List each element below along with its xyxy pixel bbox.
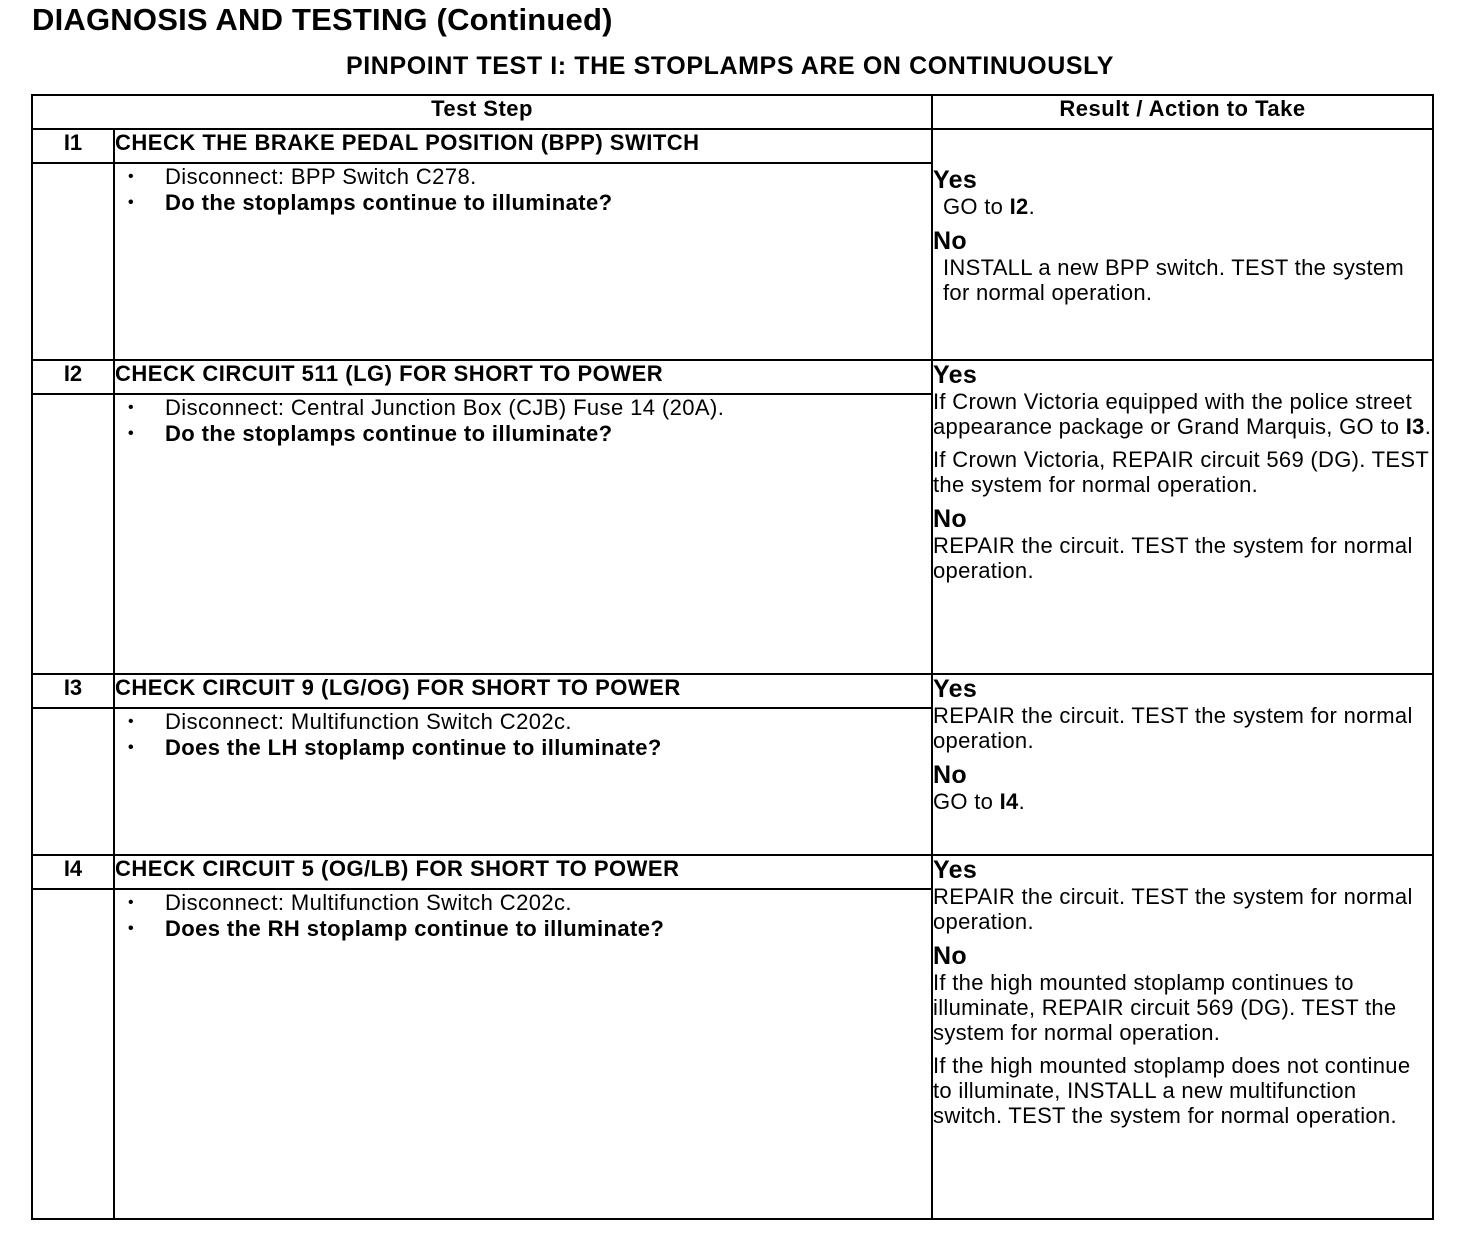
step-ref: I2	[1009, 194, 1029, 219]
pinpoint-test-title: PINPOINT TEST I: THE STOPLAMPS ARE ON CONTINUOUSLY	[345, 52, 1115, 80]
step-id: I1	[32, 129, 114, 163]
step-title: CHECK CIRCUIT 511 (LG) FOR SHORT TO POWER	[114, 360, 932, 394]
no-label: No	[933, 761, 967, 789]
list-item: • Do the stoplamps continue to illuminate?	[128, 421, 613, 446]
no-action-alt: If the high mounted stoplamp does not continue to illuminate, INSTALL a new multifunction switch. TEST the system for normal operation.	[933, 1053, 1411, 1128]
step-result-i4	[932, 855, 1433, 1219]
step-id: I2	[32, 360, 114, 394]
step-result-i3	[932, 674, 1433, 855]
no-action: REPAIR the circuit. TEST the system for normal operation.	[933, 533, 1413, 583]
page-heading: DIAGNOSIS AND TESTING (Continued)	[32, 2, 613, 37]
table-header-row	[32, 95, 1433, 129]
no-action: INSTALL a new BPP switch. TEST the system for normal operation.	[943, 255, 1405, 305]
no-label: No	[933, 942, 967, 970]
list-item: • Do the stoplamps continue to illuminate?	[128, 190, 613, 215]
step-instructions	[114, 889, 932, 1219]
step-title: CHECK CIRCUIT 5 (OG/LB) FOR SHORT TO POWER	[114, 855, 932, 889]
list-item: • Does the RH stoplamp continue to illuminate?	[128, 916, 665, 941]
yes-action: If Crown Victoria equipped with the police street appearance package or Grand Marquis, GO to I3.	[933, 389, 1432, 439]
yes-label: Yes	[933, 856, 978, 884]
yes-label: Yes	[933, 675, 978, 703]
no-label: No	[933, 227, 967, 255]
pinpoint-test-table	[31, 94, 1434, 1220]
step-instructions	[114, 163, 932, 360]
step-title-row-i2	[32, 360, 1433, 394]
step-title: CHECK CIRCUIT 9 (LG/OG) FOR SHORT TO POWER	[114, 674, 932, 708]
step-instructions	[114, 708, 932, 855]
header-result-action: Result / Action to Take	[932, 95, 1433, 129]
step-title: CHECK THE BRAKE PEDAL POSITION (BPP) SWITCH	[114, 129, 932, 163]
list-item: • Disconnect: Multifunction Switch C202c.	[128, 709, 572, 734]
header-test-step: Test Step	[32, 95, 932, 129]
step-result-i2	[932, 360, 1433, 674]
no-label: No	[933, 505, 967, 533]
step-id: I4	[32, 855, 114, 889]
yes-action: REPAIR the circuit. TEST the system for normal operation.	[933, 884, 1413, 934]
list-item: • Does the LH stoplamp continue to illuminate?	[128, 735, 662, 760]
step-result-i1	[932, 129, 1433, 360]
yes-action-alt: If Crown Victoria, REPAIR circuit 569 (DG). TEST the system for normal operation.	[933, 447, 1429, 497]
list-item: • Disconnect: Multifunction Switch C202c.	[128, 890, 572, 915]
yes-action: REPAIR the circuit. TEST the system for normal operation.	[933, 703, 1413, 753]
step-title-row-i4	[32, 855, 1433, 889]
step-ref: I3	[1405, 414, 1425, 439]
step-instructions	[114, 394, 932, 674]
list-item: • Disconnect: Central Junction Box (CJB) Fuse 14 (20A).	[128, 395, 725, 420]
yes-label: Yes	[933, 361, 978, 389]
step-title-row-i3	[32, 674, 1433, 708]
no-action: GO to I4.	[933, 789, 1025, 814]
step-title-row-i1	[32, 129, 1433, 163]
yes-action: GO to I2.	[943, 194, 1035, 219]
yes-label: Yes	[933, 166, 978, 194]
step-id: I3	[32, 674, 114, 708]
list-item: • Disconnect: BPP Switch C278.	[128, 164, 477, 189]
no-action: If the high mounted stoplamp continues to illuminate, REPAIR circuit 569 (DG). TEST the system for normal operation.	[933, 970, 1397, 1045]
step-ref: I4	[999, 789, 1019, 814]
